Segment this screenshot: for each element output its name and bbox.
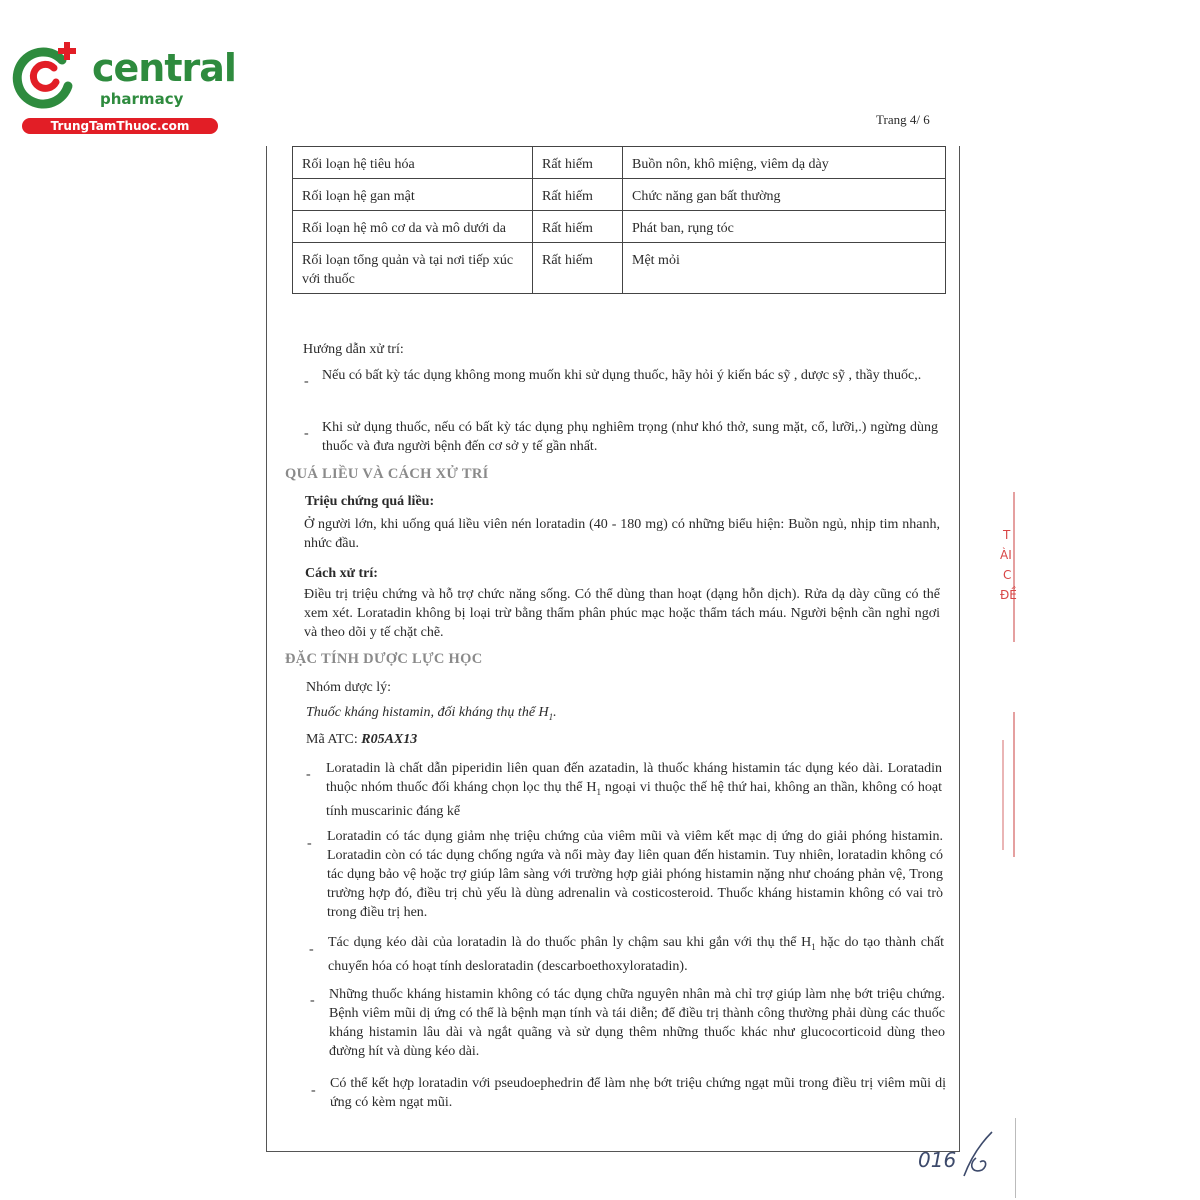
- frequency-cell: Rất hiếm: [533, 211, 623, 243]
- table-row: [293, 147, 946, 179]
- treatment-text: Điều trị triệu chứng và hỗ trợ chức năng sống. Có thể dùng than hoạt (dạng hỗn dịch). Rửa dạ dày cũng có thể xem xét. Loratadin không bị loại trừ bằng thẩm phân phúc mạc hoặc thẩm tách máu. Người bệnh cần nghỉ ngơi và theo dõi y tế chặt chẽ.: [304, 587, 940, 640]
- stamp-border: [1002, 740, 1004, 850]
- signature-scribble-icon: [958, 1128, 998, 1180]
- pharmacodynamics-heading: ĐẶC TÍNH DƯỢC LỰC HỌC: [285, 651, 483, 667]
- brand-subtitle: pharmacy: [100, 90, 184, 108]
- bullet-mark: -: [309, 942, 314, 957]
- bullet-mark: -: [311, 1083, 316, 1098]
- guidance-item: Nếu có bất kỳ tác dụng không mong muốn khi sử dụng thuốc, hãy hỏi ý kiến bác sỹ , dược sỹ , thầy thuốc,.: [322, 368, 922, 383]
- bullet-mark: -: [304, 426, 309, 441]
- pharmacology-paragraph: Loratadin có tác dụng giảm nhẹ triệu chứng của viêm mũi và viêm kết mạc dị ứng do giải phóng histamin. Loratadin còn có tác dụng chống ngứa và nổi mày đay liên quan đến histamin. Tuy nhiên, loratadin không có tác dụng bảo vệ hoặc trợ giúp lâm sàng với trường hợp giải phóng histamin nặng như choáng phản vệ, Trong trường hợp đó, điều trị chủ yếu là dùng adrenalin và costicosteroid. Thuốc kháng histamin không có vai trò trong điều trị hen.: [327, 829, 943, 920]
- pharmacology-paragraph: Những thuốc kháng histamin không có tác dụng chữa nguyên nhân mà chỉ trợ giúp làm nhẹ bớt triệu chứng. Bệnh viêm mũi dị ứng có thể là bệnh mạn tính và tái diễn; để điều trị thành công thường phải dùng các thuốc kháng histamin lâu dài và ngắt quãng và sử dụng thêm những thuốc khác như glucocorticoid dùng theo đường hít và dùng kéo dài.: [329, 987, 945, 1059]
- guidance-title: Hướng dẫn xử trí:: [303, 342, 404, 357]
- organ-cell: Rối loạn tổng quản và tại nơi tiếp xúc với thuốc: [293, 243, 533, 294]
- pharmacology-paragraph: Tác dụng kéo dài của loratadin là do thuốc phân ly chậm sau khi gắn với thụ thể $H_1$ hặc do tạo thành chất chuyển hóa có hoạt tính desloratadin (descarboethoxyloratadin).: [328, 935, 945, 974]
- bullet-mark: -: [304, 374, 309, 389]
- brand-logo: [10, 38, 236, 138]
- frequency-cell: Rất hiếm: [533, 147, 623, 179]
- effect-cell: Buồn nôn, khô miệng, viêm dạ dày: [623, 147, 946, 179]
- organ-cell: Rối loạn hệ tiêu hóa: [293, 147, 533, 179]
- organ-cell: Rối loạn hệ gan mật: [293, 179, 533, 211]
- overdose-heading: QUÁ LIỀU VÀ CÁCH XỬ TRÍ: [285, 466, 489, 482]
- brand-website: TrungTamThuoc.com: [22, 118, 218, 134]
- atc-code: R05AX13: [361, 732, 418, 747]
- stamp-letter: T: [1003, 528, 1011, 542]
- pharmacologic-group-label: Nhóm dược lý:: [306, 680, 391, 695]
- organ-cell: Rối loạn hệ mô cơ da và mô dưới da: [293, 211, 533, 243]
- pharmacology-paragraph: Có thể kết hợp loratadin với pseudoephedrin để làm nhẹ bớt triệu chứng ngạt mũi trong điều trị viêm mũi dị ứng có kèm ngạt mũi.: [330, 1076, 946, 1110]
- scan-edge-line: [1015, 1118, 1016, 1198]
- stamp-letter: ĐỀ: [1000, 588, 1017, 602]
- bullet-mark: -: [310, 993, 315, 1008]
- bullet-mark: -: [307, 836, 312, 851]
- table-row: [293, 179, 946, 211]
- stamp-border: [1013, 712, 1015, 857]
- bullet-mark: -: [306, 767, 311, 782]
- pharmacologic-group-value: Thuốc kháng histamin, đối kháng thụ thể $H_1$.: [306, 705, 557, 722]
- effect-cell: Mệt mỏi: [623, 243, 946, 294]
- symptoms-text: Ở người lớn, khi uống quá liều viên nén loratadin (40 - 180 mg) có những biểu hiện: Buồn ngủ, nhịp tim nhanh, nhức đầu.: [304, 517, 940, 551]
- guidance-item: Khi sử dụng thuốc, nếu có bất kỳ tác dụng phụ nghiêm trọng (như khó thở, sung mặt, cổ, lưỡi,.) ngừng dùng thuốc và đưa người bệnh đến cơ sở y tế gần nhất.: [322, 420, 938, 454]
- frequency-cell: Rất hiếm: [533, 179, 623, 211]
- page-number: Trang 4/ 6: [876, 112, 930, 127]
- stamp-letter: C: [1003, 568, 1012, 582]
- symptoms-title: Triệu chứng quá liều:: [305, 494, 435, 509]
- effect-cell: Phát ban, rụng tóc: [623, 211, 946, 243]
- stamp-border: [1013, 492, 1015, 642]
- effect-cell: Chức năng gan bất thường: [623, 179, 946, 211]
- frequency-cell: Rất hiếm: [533, 243, 623, 294]
- table-row: [293, 243, 946, 294]
- atc-code-line: Mã ATC: R05AX13: [306, 732, 418, 747]
- handwritten-page-signature: 016: [918, 1148, 957, 1172]
- stamp-letter: ÀI: [1000, 548, 1012, 562]
- adverse-effects-table: [292, 146, 946, 294]
- table-row: [293, 211, 946, 243]
- treatment-title: Cách xử trí:: [305, 566, 378, 581]
- pharmacology-paragraph: Loratadin là chất dẫn piperidin liên quan đến azatadin, là thuốc kháng histamin tác dụng kéo dài. Loratadin thuộc nhóm thuốc đối kháng chọn lọc thụ thể $H_1$ ngoại vi thuộc thế hệ thứ hai, không an thần, không có hoạt tính muscarinic đáng kể: [326, 761, 942, 819]
- pharmacy-cross-logo-icon: [10, 38, 82, 110]
- brand-name: central: [92, 46, 236, 90]
